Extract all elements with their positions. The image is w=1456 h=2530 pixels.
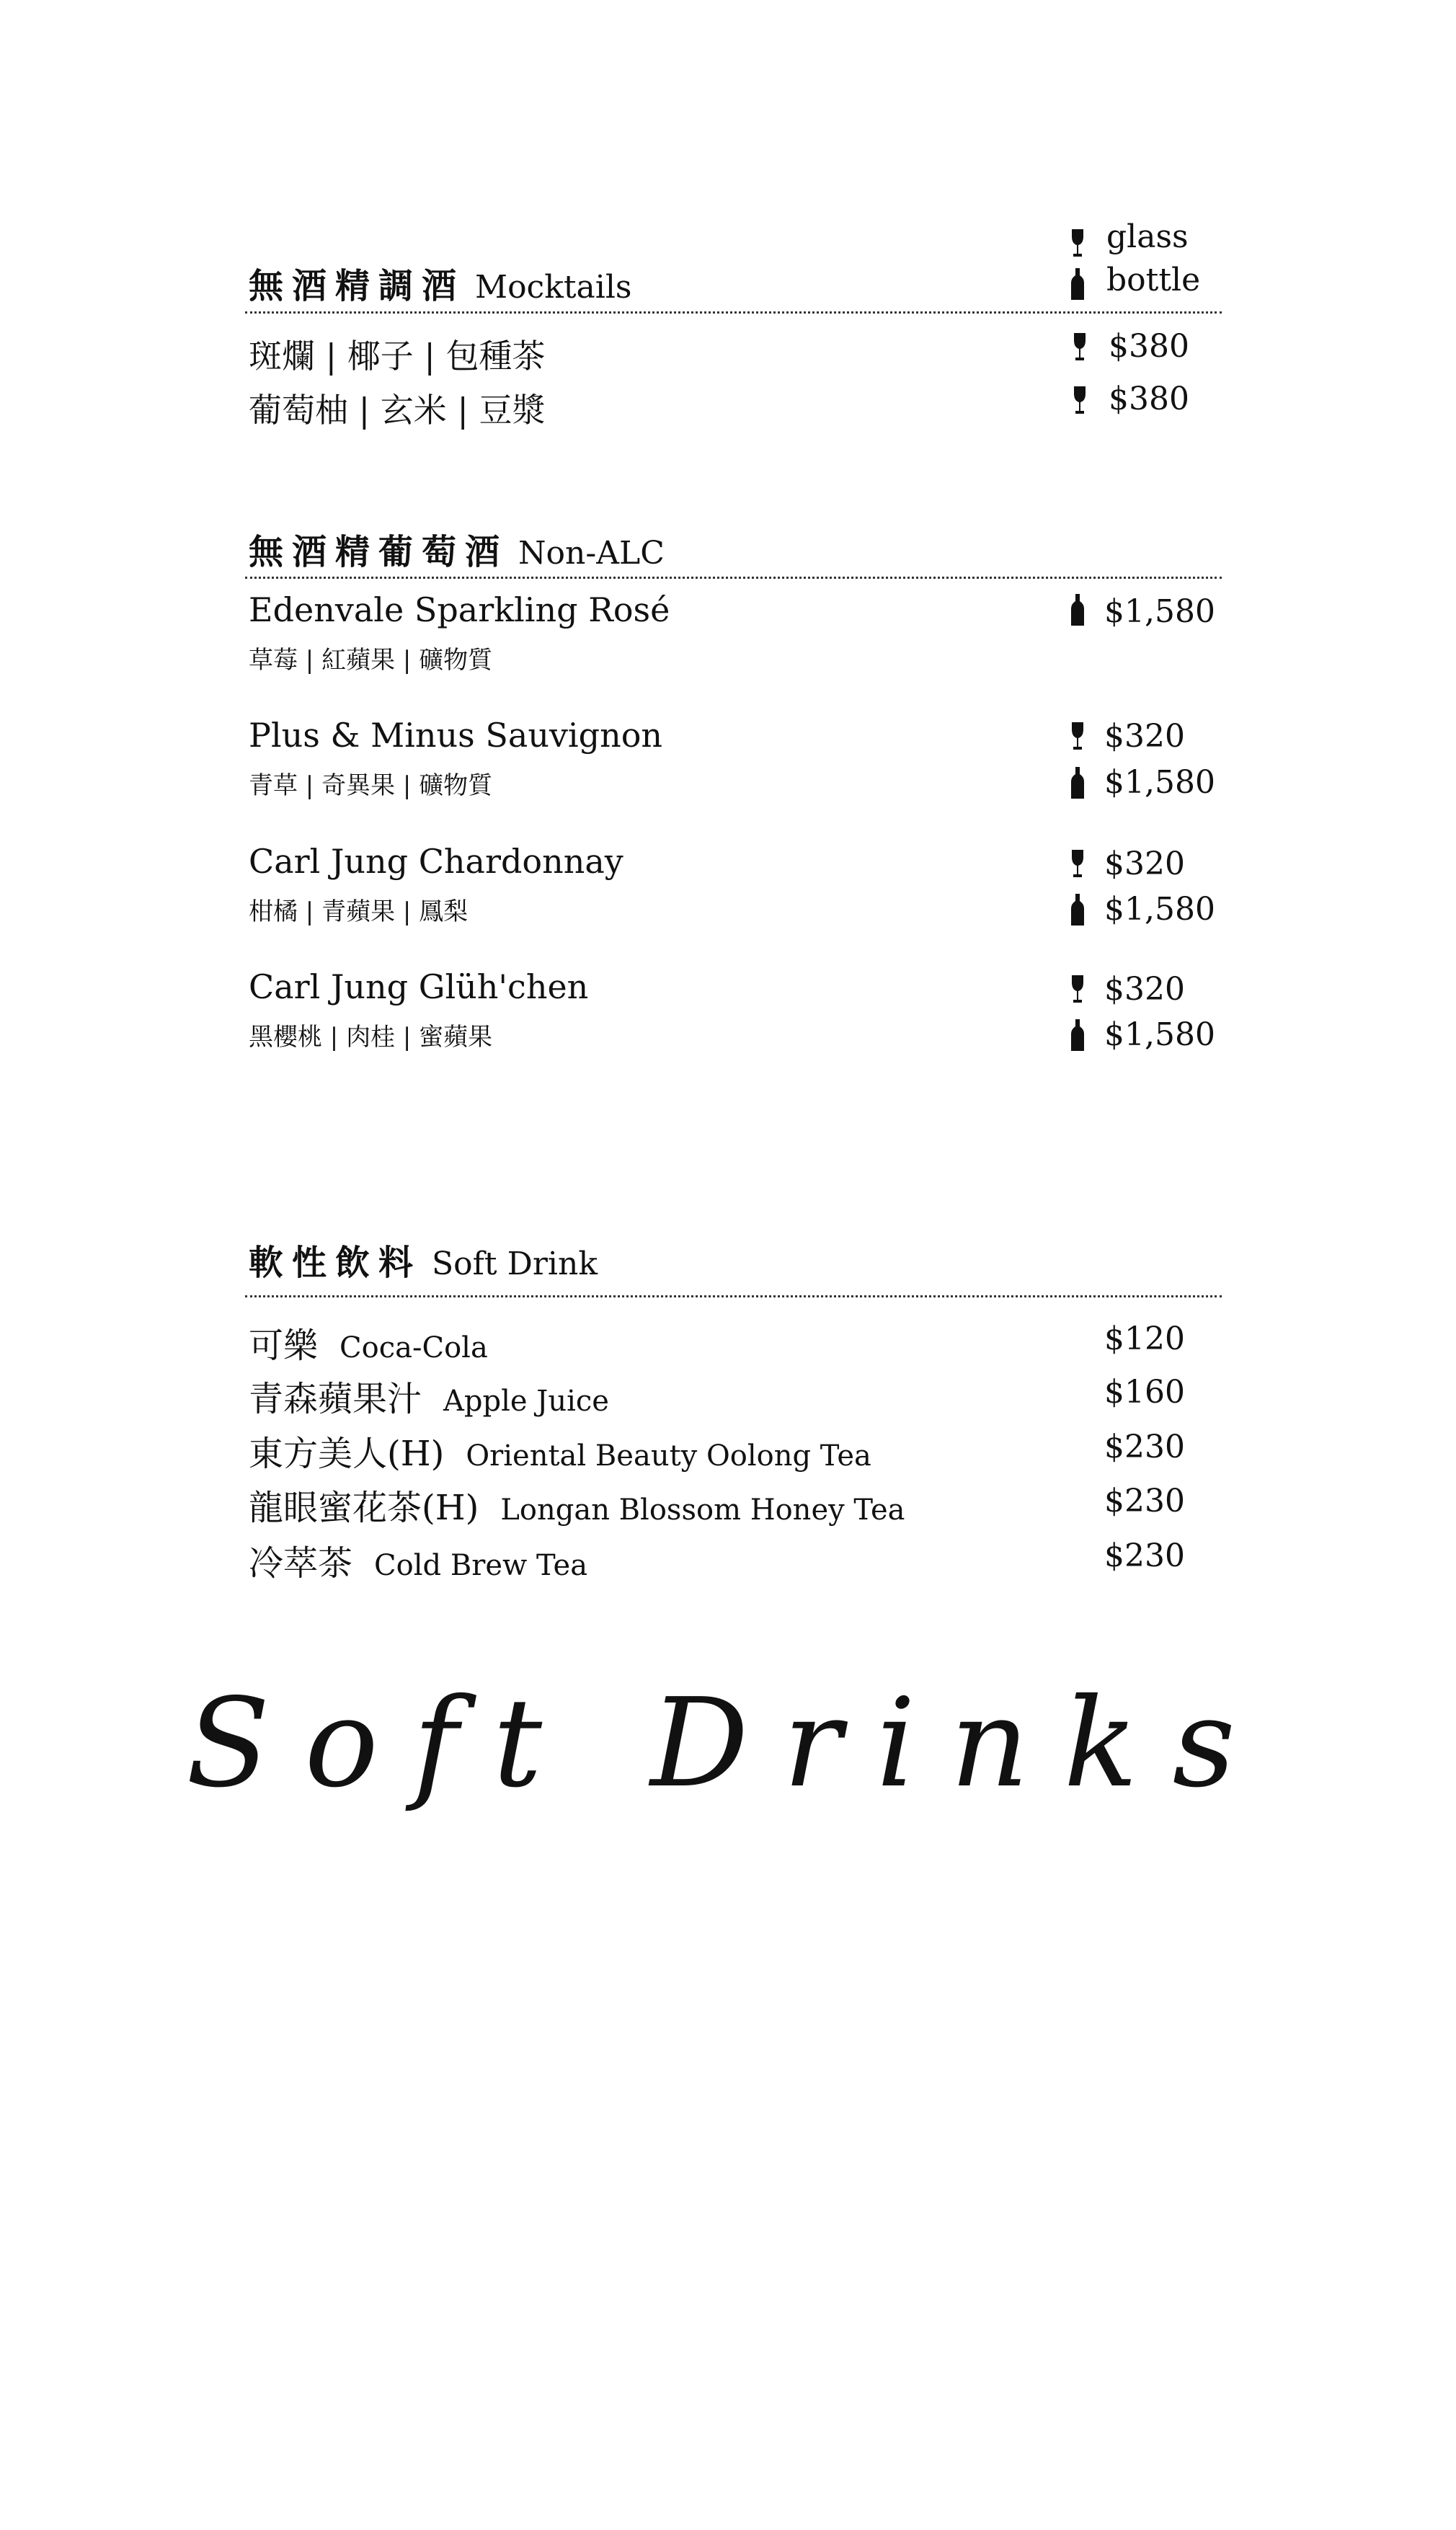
soft-drink-item	[249, 1318, 488, 1367]
soft-drink-name-zh: 龍眼蜜花茶(H)	[249, 1488, 479, 1528]
wine-glass-icon	[1073, 386, 1087, 415]
wine-bottle-icon	[1070, 894, 1085, 926]
soft-drink-price: $160	[1104, 1374, 1185, 1411]
soft-drink-name-zh: 可樂	[249, 1326, 319, 1366]
non-alc-title	[249, 524, 665, 574]
wine-glass-price: $320	[1104, 971, 1185, 1008]
soft-drinks-title	[249, 1235, 598, 1284]
soft-drink-name-zh: 東方美人(H)	[249, 1434, 445, 1474]
soft-drink-name-en: Longan Blossom Honey Tea	[500, 1493, 905, 1527]
wine-item-name: Plus & Minus Sauvignon	[249, 716, 663, 755]
wine-glass-icon	[1070, 722, 1085, 751]
soft-drink-item	[249, 1535, 587, 1585]
mocktail-glass-price: $380	[1109, 381, 1189, 417]
mocktail-item-name: 葡萄柚 | 玄米 | 豆漿	[249, 391, 546, 430]
mocktails-title	[249, 258, 632, 308]
wine-bottle-price: $1,580	[1104, 593, 1215, 630]
wine-glass-price: $320	[1104, 845, 1185, 882]
soft-drink-name-zh: 冷萃茶	[249, 1543, 353, 1584]
soft-drinks-title-en: Soft Drink	[432, 1246, 598, 1282]
soft-drink-name-zh: 青森蘋果汁	[249, 1379, 422, 1419]
legend-bottle-label: bottle	[1106, 262, 1201, 298]
wine-item-name: Carl Jung Chardonnay	[249, 842, 623, 881]
soft-drink-price: $230	[1104, 1537, 1185, 1574]
mocktails-title-en: Mocktails	[475, 269, 632, 306]
mocktail-glass-price: $380	[1109, 328, 1189, 365]
wine-glass-icon	[1073, 333, 1087, 362]
script-title: Soft Drinks	[186, 1672, 1270, 1815]
wine-glass-price: $320	[1104, 718, 1185, 755]
soft-drink-item	[249, 1480, 905, 1530]
wine-bottle-icon	[1070, 1019, 1085, 1051]
wine-bottle-price: $1,580	[1104, 764, 1215, 801]
wine-bottle-price: $1,580	[1104, 891, 1215, 928]
soft-drink-name-en: Coca-Cola	[339, 1331, 488, 1364]
wine-glass-icon	[1070, 850, 1085, 879]
mocktail-item-name: 斑爛 | 椰子 | 包種茶	[249, 337, 546, 376]
non-alc-title-en: Non-ALC	[518, 535, 665, 572]
soft-drink-name-en: Cold Brew Tea	[374, 1549, 588, 1582]
soft-drink-item	[249, 1426, 871, 1475]
soft-drinks-title-zh: 軟性飲料	[249, 1243, 422, 1283]
wine-bottle-icon	[1070, 268, 1085, 300]
soft-drink-price: $230	[1104, 1429, 1185, 1465]
wine-glass-icon	[1070, 975, 1085, 1004]
wine-item-name: Carl Jung Glüh'chen	[249, 967, 589, 1006]
wine-item-notes: 青草 | 奇異果 | 礦物質	[249, 771, 493, 800]
non-alc-divider	[245, 577, 1222, 579]
mocktails-divider	[245, 311, 1222, 314]
mocktails-title-zh: 無酒精調酒	[249, 266, 466, 306]
soft-drink-name-en: Apple Juice	[443, 1385, 609, 1418]
legend-glass-label: glass	[1106, 218, 1189, 255]
soft-drink-name-en: Oriental Beauty Oolong Tea	[466, 1439, 871, 1473]
wine-item-name: Edenvale Sparkling Rosé	[249, 590, 670, 629]
wine-item-notes: 黑櫻桃 | 肉桂 | 蜜蘋果	[249, 1023, 493, 1052]
soft-drink-item	[249, 1371, 609, 1421]
wine-bottle-price: $1,580	[1104, 1016, 1215, 1053]
non-alc-title-zh: 無酒精葡萄酒	[249, 532, 509, 572]
wine-item-notes: 柑橘 | 青蘋果 | 鳳梨	[249, 897, 469, 926]
soft-drinks-divider	[245, 1295, 1222, 1297]
soft-drink-price: $230	[1104, 1483, 1185, 1519]
wine-bottle-icon	[1070, 594, 1085, 626]
wine-glass-icon	[1070, 229, 1085, 258]
wine-item-notes: 草莓 | 紅蘋果 | 礦物質	[249, 646, 493, 675]
wine-bottle-icon	[1070, 767, 1085, 799]
soft-drink-price: $120	[1104, 1321, 1185, 1357]
